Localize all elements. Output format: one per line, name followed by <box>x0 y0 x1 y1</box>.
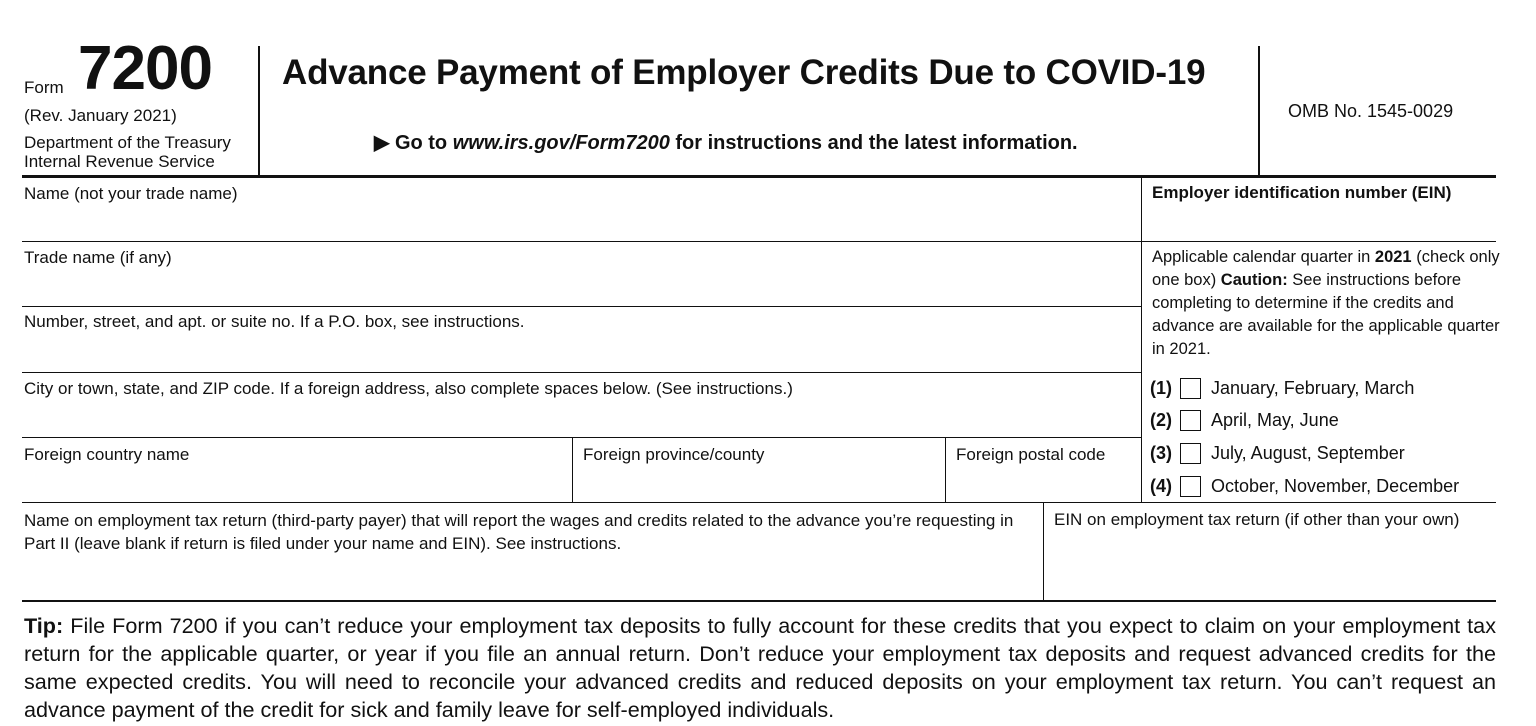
foreign-country-field[interactable] <box>24 445 189 465</box>
header-divider-left <box>258 46 260 176</box>
quarter-option-4[interactable] <box>1150 476 1459 497</box>
foreign-country-label: Foreign country name <box>24 445 190 464</box>
quarter-option-number: (2) <box>1150 410 1172 430</box>
quarter-note-mid: (check only one box) <box>1152 248 1500 289</box>
caution-label: Caution: <box>1220 271 1288 289</box>
quarter-option-number: (1) <box>1150 378 1172 398</box>
quarter-option-3[interactable] <box>1150 443 1405 464</box>
tip-lead: Tip: <box>24 613 64 638</box>
row-rule-3 <box>22 372 1142 373</box>
quarter-checkbox-2[interactable] <box>1180 410 1201 431</box>
right-column-divider <box>1141 177 1142 503</box>
agency-name: Internal Revenue Service <box>24 152 215 171</box>
quarter-option-1[interactable] <box>1150 378 1414 399</box>
third-party-name-label: Name on employment tax return (third-party payer) that will report the wages and credits related to the advance you’re requesting in Part II (leave blank if return is filed under your name and EIN). See instructions. <box>24 511 1014 553</box>
header-bottom-rule <box>22 175 1496 178</box>
street-label: Number, street, and apt. or suite no. If a P.O. box, see instructions. <box>24 312 525 331</box>
ein-rule <box>1141 241 1496 242</box>
trade-name-label: Trade name (if any) <box>24 248 172 267</box>
foreign-divider-1 <box>572 437 573 503</box>
name-field-label: Name (not your trade name) <box>24 184 238 203</box>
goto-prefix: ▶ Go to <box>374 132 453 154</box>
department-name: Department of the Treasury <box>24 133 231 152</box>
quarter-note-prefix: Applicable calendar quarter in <box>1152 248 1375 266</box>
foreign-province-field[interactable] <box>583 445 764 465</box>
quarter-option-2[interactable] <box>1150 410 1339 431</box>
third-party-ein-label: EIN on employment tax return (if other than your own) <box>1054 510 1460 529</box>
tip-text: File Form 7200 if you can’t reduce your employment tax deposits to fully account for these credits that you expect to claim on your employment tax return for the applicable quarter, or year if you file an annual return. Don’t reduce your employment tax deposits and request advanced credits for the same expected credits. You will need to reconcile your advanced credits and reduced deposits on your employment tax return. You can’t request an advance payment of the credit for sick and family leave for self-employed individuals. <box>24 613 1496 722</box>
name-field[interactable] <box>24 184 238 204</box>
quarter-option-number: (4) <box>1150 476 1172 496</box>
trade-name-field[interactable] <box>24 248 172 268</box>
foreign-divider-2 <box>945 437 946 503</box>
third-party-name-field[interactable] <box>24 509 1034 555</box>
quarter-option-number: (3) <box>1150 443 1172 463</box>
goto-suffix: for instructions and the latest information. <box>669 132 1078 154</box>
header-divider-right <box>1258 46 1260 176</box>
quarter-checkbox-3[interactable] <box>1180 443 1201 464</box>
third-party-ein-field[interactable] <box>1054 510 1459 530</box>
ein-field[interactable] <box>1152 183 1451 203</box>
quarter-option-label: July, August, September <box>1211 443 1405 463</box>
quarter-note-suffix: See instructions before completing to determine if the credits and advance are available for the applicable quarter in 2021. <box>1152 271 1500 358</box>
row-rule-4 <box>22 437 1142 438</box>
ein-label: Employer identification number (EIN) <box>1152 183 1452 202</box>
quarter-option-label: April, May, June <box>1211 410 1339 430</box>
foreign-postal-field[interactable] <box>956 445 1105 465</box>
quarter-option-label: October, November, December <box>1211 476 1460 496</box>
row-rule-2 <box>22 306 1142 307</box>
form-number: 7200 <box>78 34 212 103</box>
city-label: City or town, state, and ZIP code. If a foreign address, also complete spaces below. (See instructions.) <box>24 379 793 398</box>
row-rule-6 <box>22 600 1496 602</box>
street-field[interactable] <box>24 312 525 332</box>
quarter-checkbox-1[interactable] <box>1180 378 1201 399</box>
city-field[interactable] <box>24 379 793 399</box>
quarter-checkbox-4[interactable] <box>1180 476 1201 497</box>
form-revision: (Rev. January 2021) <box>24 106 177 125</box>
quarter-year: 2021 <box>1374 248 1412 266</box>
irs-url-link[interactable]: www.irs.gov/Form7200 <box>452 132 670 154</box>
tip-paragraph <box>24 612 1496 724</box>
foreign-province-label: Foreign province/county <box>583 445 765 464</box>
instructions-link-line <box>374 130 1078 155</box>
form-title: Advance Payment of Employer Credits Due to COVID-19 <box>282 53 1206 92</box>
foreign-postal-label: Foreign postal code <box>956 445 1106 464</box>
third-party-divider <box>1043 503 1044 601</box>
agency-block <box>24 133 231 171</box>
row-rule-1 <box>22 241 1142 242</box>
quarter-instructions <box>1152 246 1502 361</box>
row-rule-5 <box>22 502 1496 503</box>
omb-number: OMB No. 1545-0029 <box>1288 101 1454 121</box>
form-label: Form <box>24 78 64 97</box>
quarter-option-label: January, February, March <box>1211 378 1415 398</box>
